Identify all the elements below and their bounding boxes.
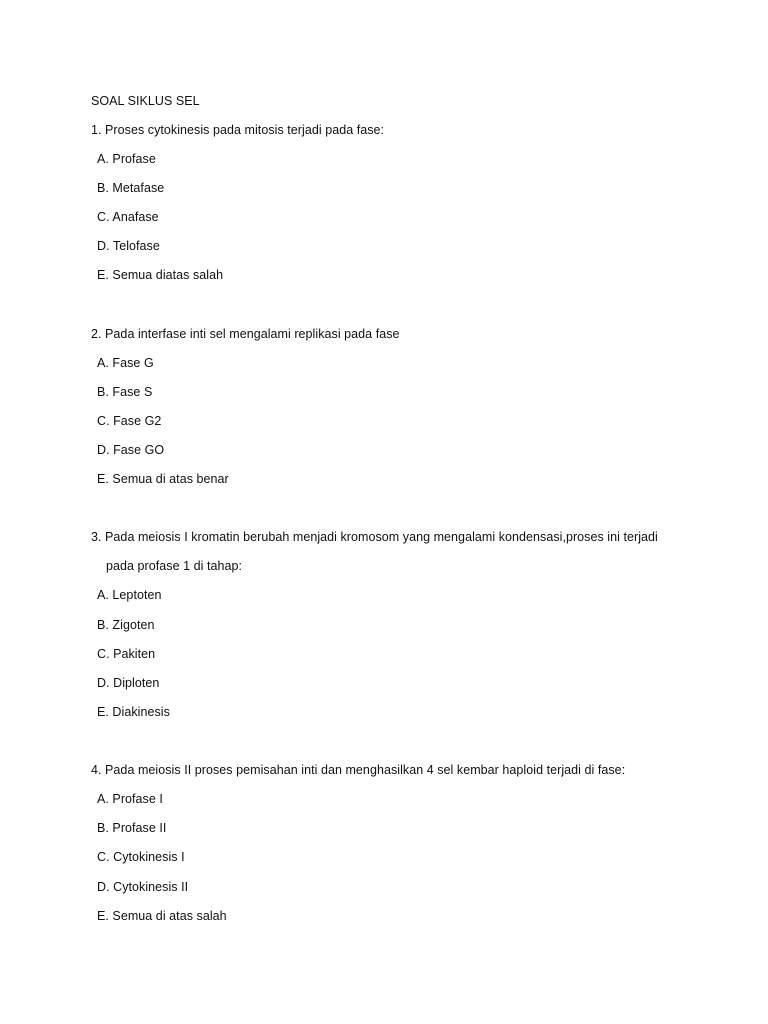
- question-3-option-d: D. Diploten: [97, 676, 160, 690]
- question-2-option-c: C. Fase G2: [97, 414, 162, 428]
- question-1-option-b: B. Metafase: [97, 181, 165, 195]
- question-4-text: 4. Pada meiosis II proses pemisahan inti dan menghasilkan 4 sel kembar haploid terjadi di fase:: [91, 763, 626, 777]
- question-2-option-a: A. Fase G: [97, 356, 154, 370]
- question-2-option-b: B. Fase S: [97, 385, 153, 399]
- question-3-text: 3. Pada meiosis I kromatin berubah menjadi kromosom yang mengalami kondensasi,proses ini terjadi: [91, 530, 658, 544]
- question-1-option-c: C. Anafase: [97, 210, 159, 224]
- question-1-option-a: A. Profase: [97, 152, 156, 166]
- question-2-text: 2. Pada interfase inti sel mengalami replikasi pada fase: [91, 327, 400, 341]
- question-2-option-e: E. Semua di atas benar: [97, 472, 229, 486]
- question-3-option-a: A. Leptoten: [97, 588, 162, 602]
- question-3-option-b: B. Zigoten: [97, 618, 155, 632]
- question-4-option-e: E. Semua di atas salah: [97, 909, 227, 923]
- question-4-option-d: D. Cytokinesis II: [97, 880, 189, 894]
- question-4-option-c: C. Cytokinesis I: [97, 850, 185, 864]
- question-1-text: 1. Proses cytokinesis pada mitosis terjadi pada fase:: [91, 123, 385, 137]
- question-1-option-d: D. Telofase: [97, 239, 160, 253]
- question-4-option-a: A. Profase I: [97, 792, 163, 806]
- document-title: SOAL SIKLUS SEL: [91, 94, 200, 108]
- question-1-option-e: E. Semua diatas salah: [97, 268, 224, 282]
- question-2-option-d: D. Fase GO: [97, 443, 165, 457]
- question-4-option-b: B. Profase II: [97, 821, 167, 835]
- question-3-option-c: C. Pakiten: [97, 647, 156, 661]
- question-3-continuation: pada profase 1 di tahap:: [106, 559, 243, 573]
- question-3-option-e: E. Diakinesis: [97, 705, 170, 719]
